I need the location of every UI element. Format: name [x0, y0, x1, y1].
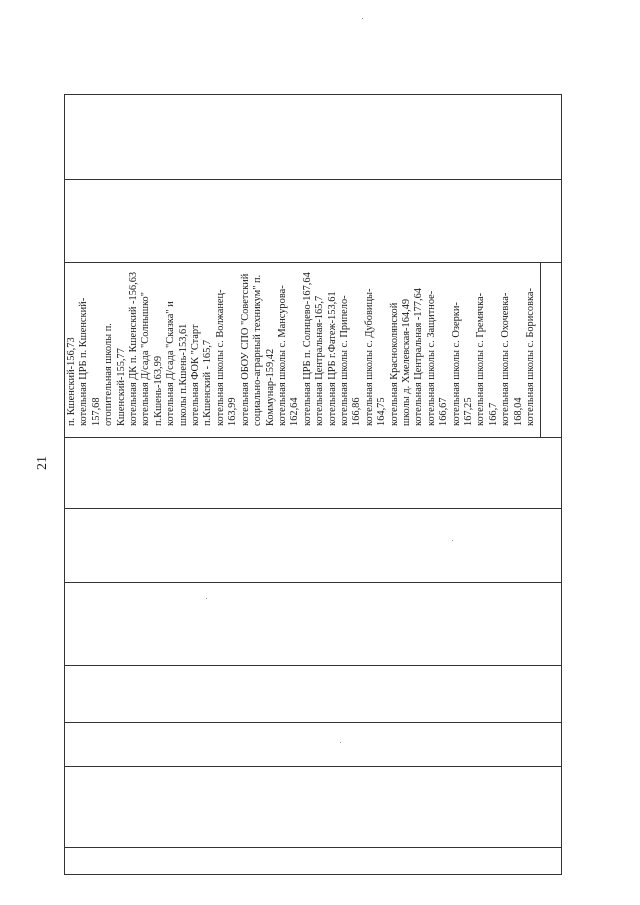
list-item: 157,68: [90, 397, 102, 426]
list-item: котельная школы с. Гремячка-: [475, 292, 487, 426]
row-divider: [65, 582, 561, 583]
list-item: котельная школы с. Дубовицы-: [363, 288, 375, 426]
list-item: 166,67: [438, 397, 450, 426]
list-item: котельная школы с. Защитное-: [425, 290, 437, 426]
list-item: котельная Центральная-165,7: [314, 295, 326, 426]
list-item: котельная школы с. Борисовка-: [525, 288, 537, 426]
list-item: 162,64: [289, 397, 301, 426]
list-item: котельная школы с. Озерки-: [450, 302, 462, 426]
list-item: котельная школы с. Охочевка-: [500, 292, 512, 426]
list-item: 168,04: [512, 397, 524, 426]
list-item: 166,86: [351, 397, 363, 426]
row-divider: [65, 722, 561, 723]
list-item: Кшенский-155,77: [115, 348, 127, 426]
list-item: 164,75: [376, 397, 388, 426]
boiler-list: [66, 8, 537, 428]
list-item: 166,7: [487, 402, 499, 426]
column-divider: [540, 262, 541, 437]
list-item: котельная школы с. Волжанец-: [214, 289, 226, 426]
list-item: п.Кшень-163,99: [152, 355, 164, 426]
row-divider: [65, 508, 561, 509]
list-item: школы д. Хмелевская-164,49: [400, 298, 412, 426]
list-item: школы п.Кшень-153,61: [177, 323, 189, 426]
scan-speck: [206, 598, 207, 599]
row-divider: [65, 847, 561, 848]
scan-speck: [362, 18, 363, 19]
list-item: котельная школы с. Припело-: [338, 295, 350, 426]
list-item: социально-аграрный техникум" п.: [252, 274, 264, 426]
list-item: котельная Д/сада "Солнышко": [140, 292, 152, 426]
list-item: котельная ЦРБ г.Фатеж-153,61: [326, 291, 338, 426]
page-number: 21: [35, 456, 50, 470]
list-item: котельная Красноколянской: [388, 302, 400, 426]
list-item: 163,99: [227, 397, 239, 426]
row-divider: [65, 437, 561, 438]
row-divider: [65, 665, 561, 666]
row-divider: [65, 766, 561, 767]
list-item: котельная школы с. Мансурова-: [276, 285, 288, 426]
list-item: котельная ОБОУ СПО "Советский: [239, 273, 251, 426]
list-item: котельная ФОК "Старт: [190, 324, 202, 426]
scan-speck: [452, 540, 453, 541]
list-item: 167,25: [463, 397, 474, 426]
list-item: котельная ДК п. Кшенский -156,63: [128, 271, 140, 426]
list-item: котельная ЦРБ п. Кшенский-: [78, 297, 90, 426]
scan-speck: [340, 742, 341, 743]
list-item: п. Кшенский-156,73: [66, 337, 77, 426]
list-item: котельная Центральная -177,64: [413, 288, 425, 426]
list-item: Коммунар-159,42: [264, 348, 276, 426]
list-item: отопительная школы п.: [103, 323, 115, 426]
list-item: котельная Д/сада "Сказка" и: [165, 301, 177, 426]
list-item: котельная ЦРБ п. Солнцево-167,64: [301, 272, 313, 426]
list-item: п.Кшенский - 165,7: [202, 339, 214, 426]
